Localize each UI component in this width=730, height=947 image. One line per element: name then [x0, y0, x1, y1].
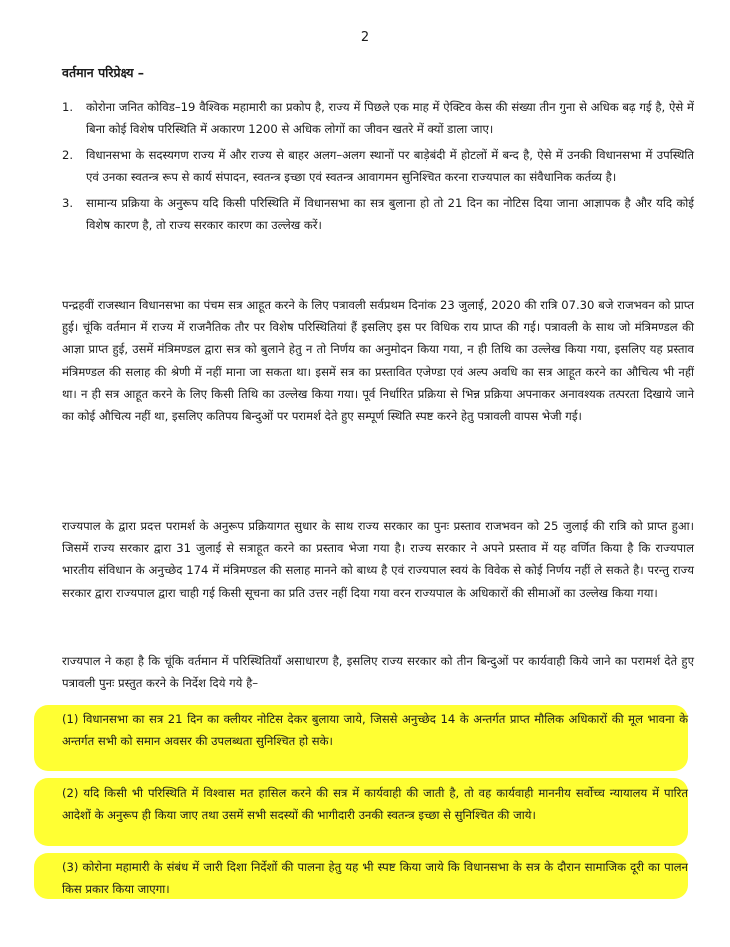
section-heading: वर्तमान परिप्रेक्ष्य – — [62, 65, 145, 80]
list-item-text: विधानसभा के सदस्यगण राज्य में और राज्य से बाहर अलग–अलग स्थानों पर बाड़ेबंदी में होटलों में बन्द है, ऐसे में उनकी विधानसभा में उपस्थिति एवं उनका स्वतन्त्र रूप से कार्य संपादन, स्वतन्त्र इच्छा एवं स्वतन्त्र आवागमन सुनिश्चित करना राज्यपाल का संवैधानिक कर्तव्य है। — [86, 148, 694, 184]
page-number: 2 — [360, 30, 370, 45]
highlighted-point-notice: (1) विधानसभा का सत्र 21 दिन का क्लीयर नोटिस देकर बुलाया जाये, जिससे अनुच्छेद 14 के अन्तर्गत प्राप्त मौलिक अधिकारों की मूल भावना के अन्तर्गत सभी को समान अवसर की उपलब्धता सुनिश्चित हो सके। — [62, 712, 688, 749]
highlighted-point-social-distancing: (3) कोरोना महामारी के संबंध में जारी दिशा निर्देशों की पालना हेतु यह भी स्पष्ट किया जाये कि विधानसभा के सत्र के दौरान सामाजिक दूरी का पालन किस प्रकार किया जाएगा। — [62, 860, 688, 897]
numbered-points-list — [62, 96, 694, 236]
highlighted-point-trust-vote: (2) यदि किसी भी परिस्थिति में विश्वास मत हासिल करने की सत्र में कार्यवाही की जाती है, तो वह कार्यवाही माननीय सर्वोच्च न्यायालय में पारित आदेशों के अनुरूप ही किया जाए तथा उसमें सभी सदस्यों की भागीदारी उनकी स्वतन्त्र इच्छा से सुनिश्चित की जाये। — [62, 786, 688, 823]
list-item — [62, 144, 694, 188]
list-item-text: सामान्य प्रक्रिया के अनुरूप यदि किसी परिस्थिति में विधानसभा का सत्र बुलाना हो तो 21 दिन का नोटिस दिया जाना आज्ञापक है और यदि कोई विशेष कारण है, तो राज्य सरकार कारण का उल्लेख करें। — [86, 196, 694, 232]
list-item — [62, 96, 694, 140]
paragraph-file-received: पन्द्रहवीं राजस्थान विधानसभा का पंचम सत्र आहूत करने के लिए पत्रावली सर्वप्रथम दिनांक 23 जुलाई, 2020 की रात्रि 07.30 बजे राजभवन को प्राप्त हुई। चूंकि वर्तमान में राज्य में राजनैतिक तौर पर विशेष परिस्थितियां हैं इसलिए इस पर विधिक राय प्राप्त की गई। पत्रावली के साथ जो मंत्रिमण्डल की आज्ञा प्राप्त हुई, उसमें मंत्रिमण्डल द्वारा सत्र को बुलाने हेतु न तो निर्णय का अनुमोदन किया गया, न ही तिथि का उल्लेख किया गया, इसलिए यह प्रस्ताव मंत्रिमण्डल की सलाह की श्रेणी में नहीं माना जा सकता था। इसमें सत्र का प्रस्तावित एजेण्डा एवं अल्प अवधि का सत्र आहूत करने का औचित्य भी नहीं था। न ही सत्र आहूत करने के लिए किसी तिथि का उल्लेख किया गया। पूर्व निर्धारित प्रक्रिया से भिन्न प्रक्रिया अपनाकर अनावश्यक तत्परता दिखाये जाने का कोई औचित्य नहीं था, इसलिए कतिपय बिन्दुओं पर परामर्श देते हुए सम्पूर्ण स्थिति स्पष्ट करने हेतु पत्रावली वापस भेजी गई। — [62, 298, 694, 424]
list-item-number: 1. — [62, 100, 74, 114]
list-item — [62, 192, 694, 236]
list-item-text: कोरोना जनित कोविड–19 वैश्विक महामारी का प्रकोप है, राज्य में पिछले एक माह में ऐक्टिव केस की संख्या तीन गुना से अधिक बढ़ गई है, ऐसे में बिना कोई विशेष परिस्थिति में अकारण 1200 से अधिक लोगों का जीवन खतरे में क्यों डाला जाए। — [86, 100, 694, 136]
list-item-number: 3. — [62, 196, 74, 210]
paragraph-governor-directions: राज्यपाल ने कहा है कि चूंकि वर्तमान में परिस्थितियाँ असाधारण है, इसलिए राज्य सरकार को तीन बिन्दुओं पर कार्यवाही किये जाने का परामर्श देते हुए पत्रावली पुनः प्रस्तुत करने के निर्देश दिये गये है– — [62, 654, 694, 691]
list-item-number: 2. — [62, 148, 74, 162]
paragraph-revised-proposal: राज्यपाल के द्वारा प्रदत्त परामर्श के अनुरूप प्रक्रियागत सुधार के साथ राज्य सरकार का पुनः प्रस्ताव राजभवन को 25 जुलाई की रात्रि को प्राप्त हुआ। जिसमें राज्य सरकार द्वारा 31 जुलाई से सत्राहूत करने का प्रस्ताव भेजा गया है। राज्य सरकार ने अपने प्रस्ताव में यह वर्णित किया है कि राज्यपाल भारतीय संविधान के अनुच्छेद 174 में मंत्रिमण्डल की सलाह मानने को बाध्य है एवं राज्यपाल स्वयं के विवेक से कोई निर्णय नहीं ले सकते है। परन्तु राज्य सरकार द्वारा राज्यपाल द्वारा चाही गई किसी सूचना का प्रति उत्तर नहीं दिया गया वरन राज्यपाल के अधिकारों की सीमाओं का उल्लेख किया गया। — [62, 519, 694, 600]
